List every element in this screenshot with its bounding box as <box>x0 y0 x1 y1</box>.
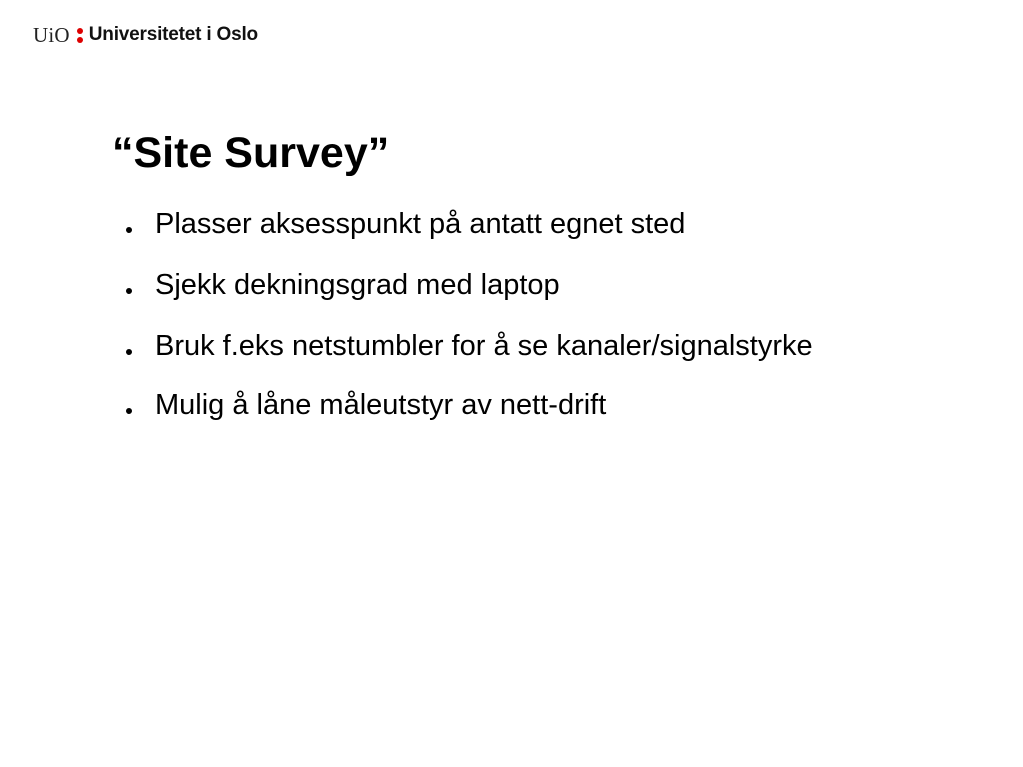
logo-university-name: Universitetet i Oslo <box>88 24 258 45</box>
logo-dot-top <box>77 28 83 34</box>
bullet-item <box>120 384 860 426</box>
logo-abbreviation: UiO <box>33 22 70 47</box>
bullet-dot-icon <box>126 227 132 233</box>
bullet-text: Plasser aksesspunkt på antatt egnet sted <box>155 208 686 240</box>
bullet-item <box>120 325 860 367</box>
bullet-text: Mulig å låne måleutstyr av nett-drift <box>155 389 607 421</box>
logo-colon-icon <box>77 28 83 43</box>
bullet-list <box>120 203 860 445</box>
bullet-item <box>120 203 860 245</box>
bullet-text: Sjekk dekningsgrad med laptop <box>155 269 560 301</box>
logo-dot-bottom <box>77 37 83 43</box>
bullet-dot-icon <box>126 408 132 414</box>
university-logo <box>33 22 258 48</box>
bullet-text: Bruk f.eks netstumbler for å se kanaler/signalstyrke <box>155 330 813 362</box>
bullet-item <box>120 264 860 306</box>
bullet-dot-icon <box>126 288 132 294</box>
bullet-dot-icon <box>126 349 132 355</box>
slide-title: “Site Survey” <box>112 129 390 177</box>
